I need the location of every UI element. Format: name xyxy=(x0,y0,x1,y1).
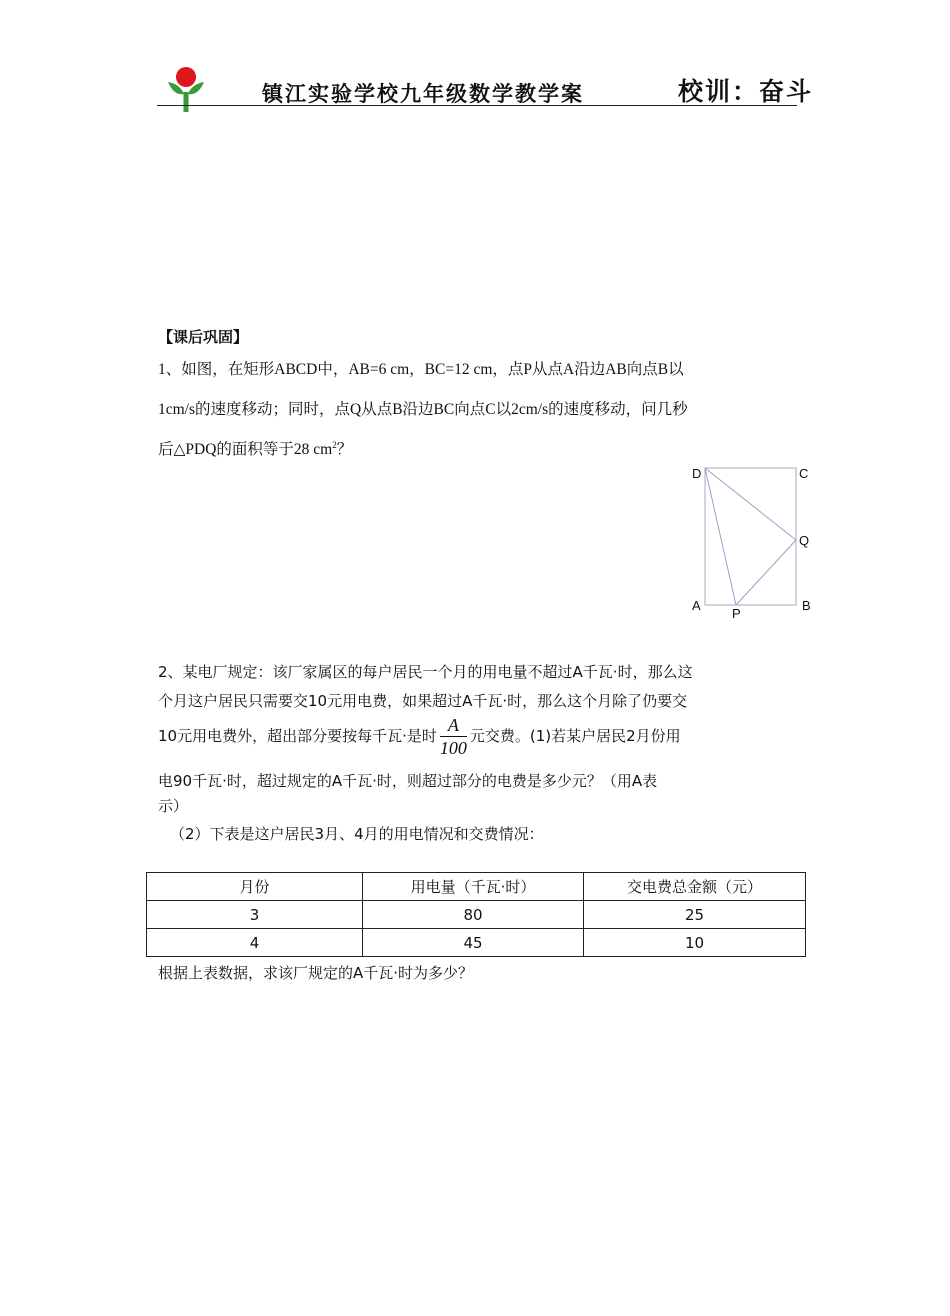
q2-question: 根据上表数据，求该厂规定的A千瓦·时为多少？ xyxy=(158,964,474,982)
rectangle-figure xyxy=(686,458,822,624)
fraction-a-over-100 xyxy=(440,714,467,759)
label-d: D xyxy=(692,466,702,481)
q2-line-2: 个月这户居民只需要交10元用电费，如果超过A千瓦·时，那么这个月除了仍要交 xyxy=(158,692,688,710)
electricity-table xyxy=(146,872,806,957)
table-cell: 45 xyxy=(363,929,584,957)
table-row xyxy=(147,929,806,957)
q1-line-1: 1、如图，在矩形ABCD中，AB=6 cm，BC=12 cm，点P从点A沿边AB向点B以 xyxy=(158,361,684,378)
fraction-numerator: A xyxy=(440,714,467,737)
label-p: P xyxy=(732,606,741,621)
q1-line-2: 1cm/s的速度移动；同时，点Q从点B沿边BC向点C以2cm/s的速度移动，问几秒 xyxy=(158,401,688,418)
label-c: C xyxy=(799,466,809,481)
table-header-row xyxy=(147,873,806,901)
q2-line-1: 2、某电厂规定：该厂家属区的每户居民一个月的用电量不超过A千瓦·时，那么这 xyxy=(158,663,693,681)
q2-line-5: 示） xyxy=(158,797,189,815)
label-a: A xyxy=(692,598,701,613)
table-header-fee: 交电费总金额（元） xyxy=(584,873,806,901)
label-b: B xyxy=(802,598,811,613)
segment-pq xyxy=(736,540,796,605)
table-header-month: 月份 xyxy=(147,873,363,901)
table-header-usage: 用电量（千瓦·时） xyxy=(363,873,584,901)
q2-line-3-end: 元交费。(1)若某户居民2月份用 xyxy=(469,727,681,745)
table-cell: 25 xyxy=(584,901,806,929)
q2-line-3-text: 10元用电费外，超出部分要按每千瓦·是时 xyxy=(158,727,437,745)
q1-line-3 xyxy=(158,437,352,459)
q1-superscript: 2 xyxy=(332,439,337,450)
q1-line-3-end: ？ xyxy=(336,441,353,458)
table-cell: 80 xyxy=(363,901,584,929)
q1-line-3-text: 后△PDQ的面积等于28 cm xyxy=(158,441,333,458)
q2-line-6: （2）下表是这户居民3月、4月的用电情况和交费情况： xyxy=(170,825,544,843)
fraction-denominator: 100 xyxy=(439,738,467,758)
header-divider xyxy=(157,105,797,106)
table-cell: 4 xyxy=(147,929,363,957)
school-logo xyxy=(160,64,212,114)
table-cell: 3 xyxy=(147,901,363,929)
rectangle-abcd xyxy=(705,468,796,605)
school-motto: 校训：奋斗 xyxy=(678,77,814,106)
q2-line-4: 电90千瓦·时，超过规定的A千瓦·时，则超过部分的电费是多少元？（用A表 xyxy=(158,772,658,790)
label-q: Q xyxy=(799,533,810,548)
section-heading: 【课后巩固】 xyxy=(158,328,249,346)
table-cell: 10 xyxy=(584,929,806,957)
q2-line-3 xyxy=(158,714,681,759)
header-title: 镇江实验学校九年级数学教学案 xyxy=(262,81,584,106)
table-row xyxy=(147,901,806,929)
